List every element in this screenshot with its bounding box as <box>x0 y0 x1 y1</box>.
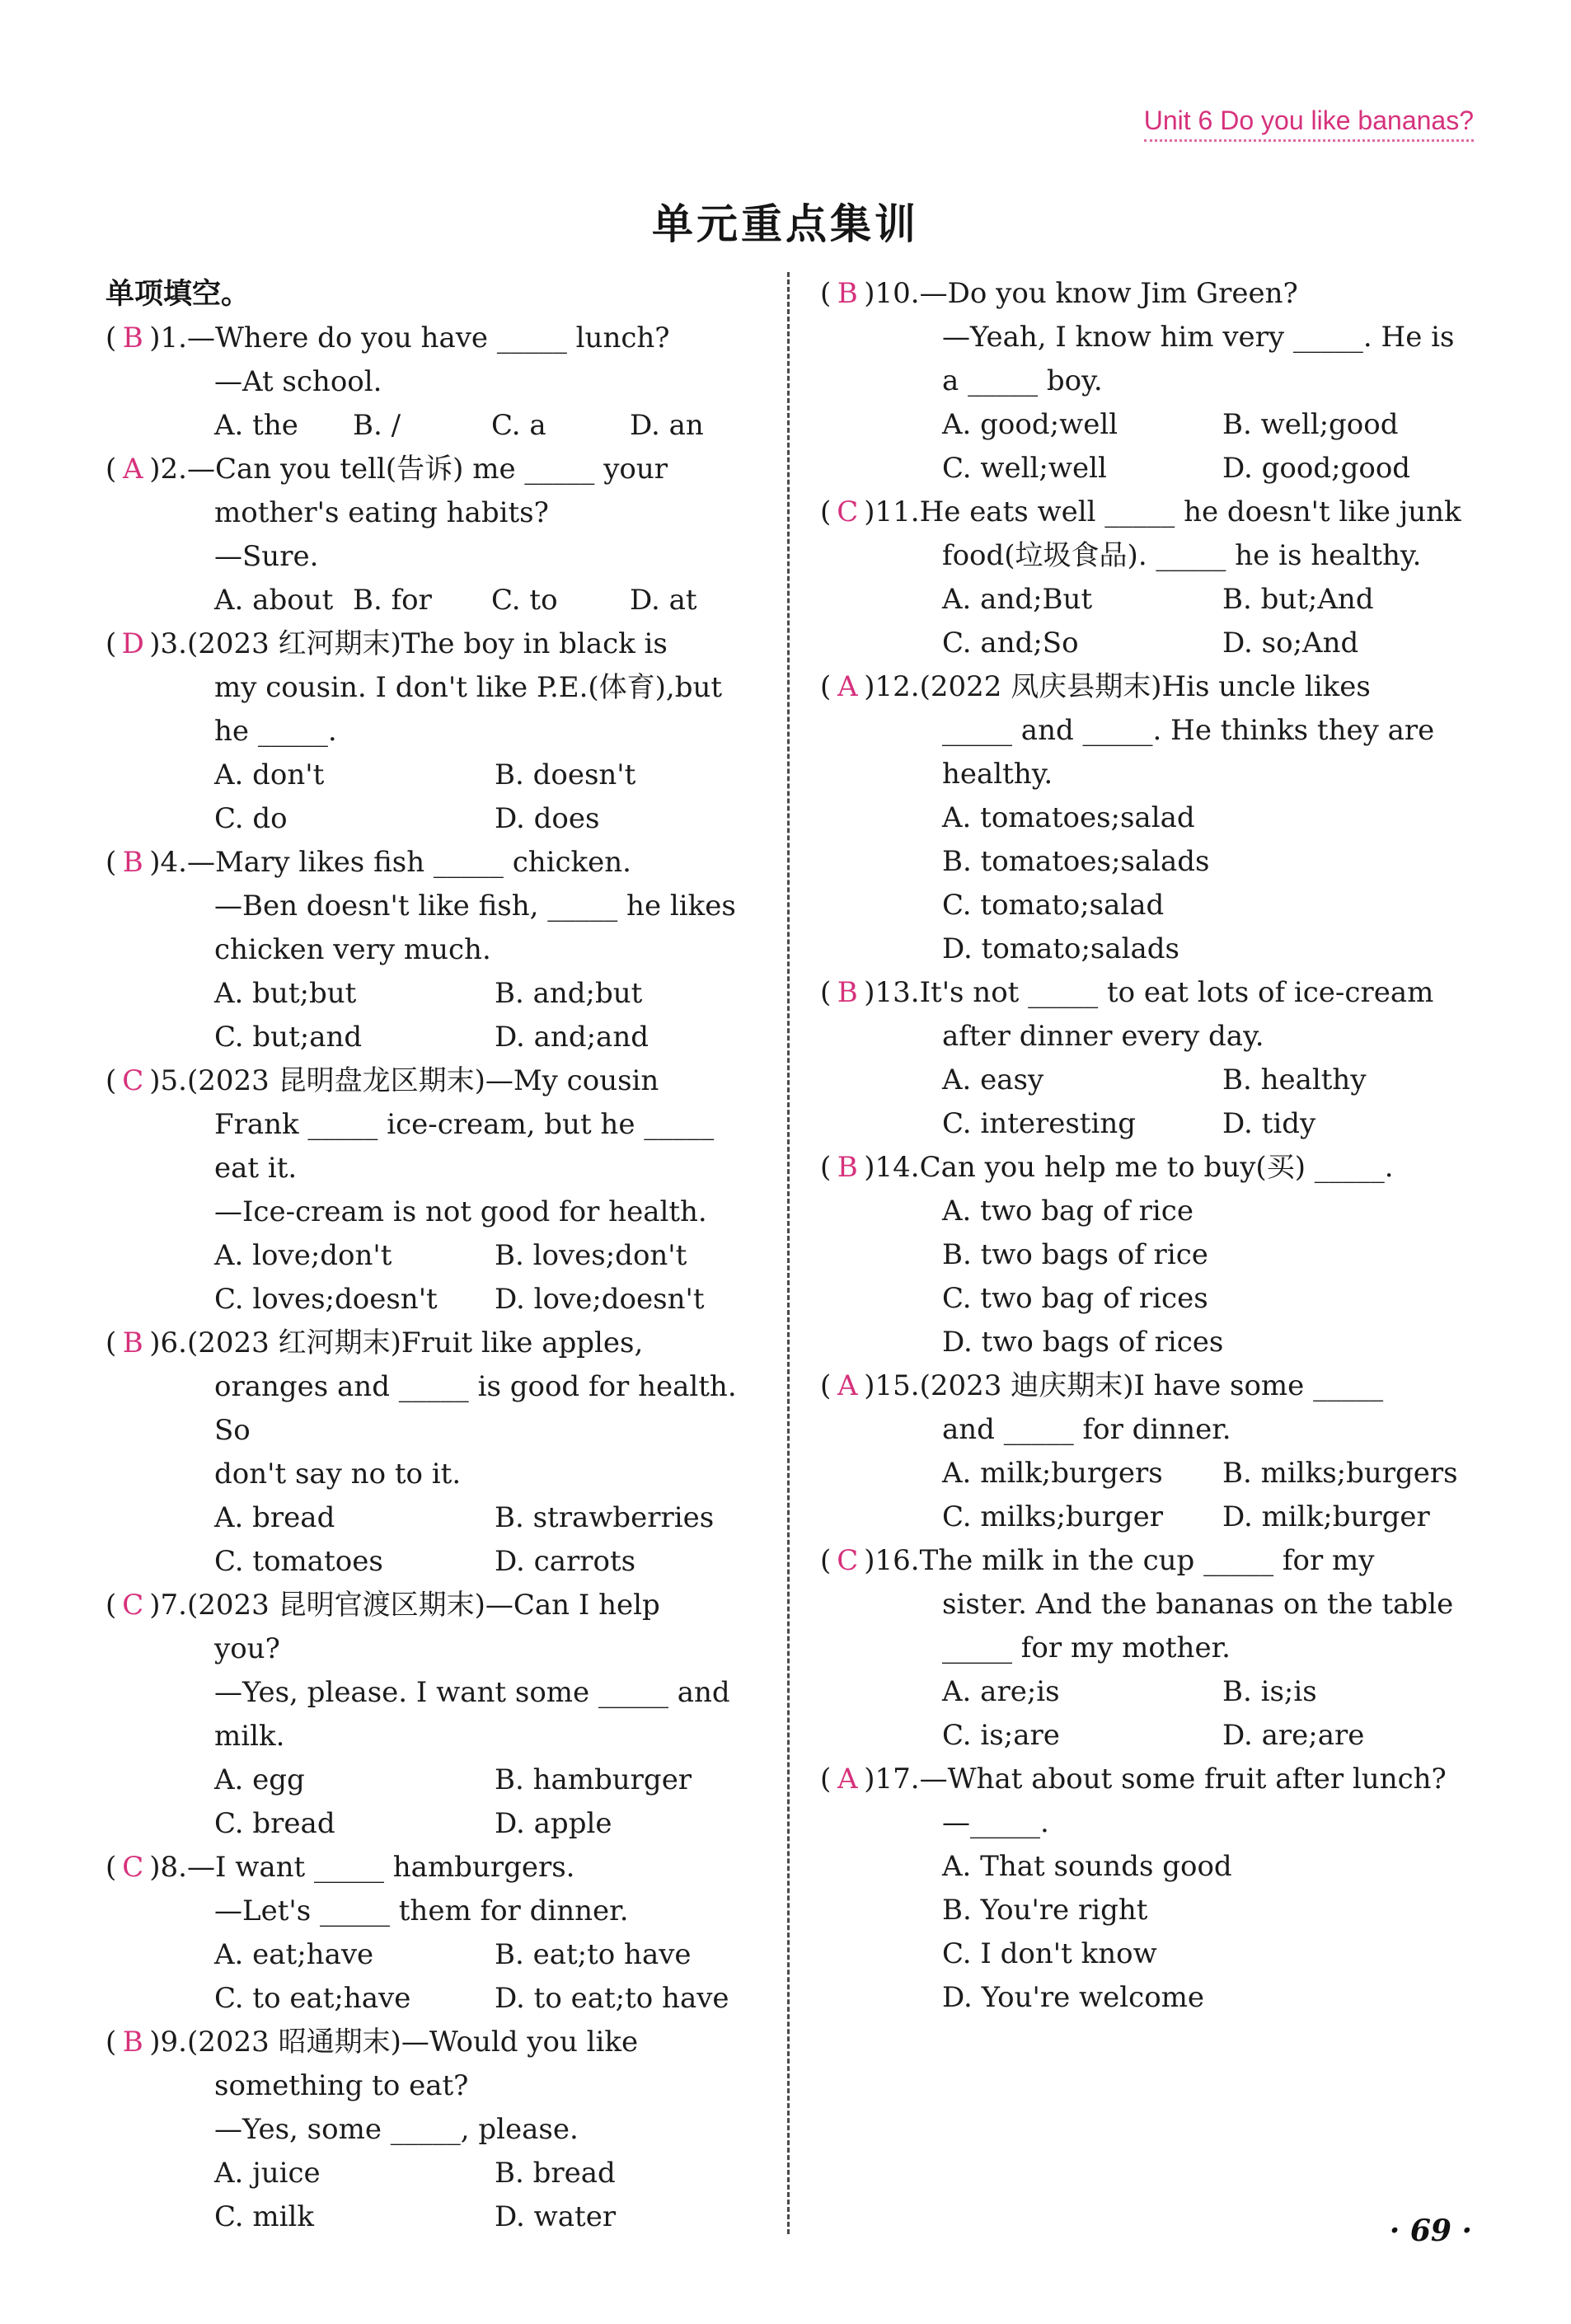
options <box>106 972 757 1059</box>
answer-mark: A <box>837 1763 858 1796</box>
options <box>820 1845 1471 2020</box>
options <box>106 1496 757 1584</box>
page-title: 单元重点集训 <box>652 200 919 248</box>
question-text: The milk in the cup _____ for my <box>919 1544 1375 1577</box>
answer-mark: C <box>837 1544 859 1577</box>
question-prefix: ( B )1. <box>106 317 187 360</box>
option-choice: D. tidy <box>1222 1107 1316 1140</box>
question-number: 16. <box>875 1544 920 1577</box>
question-prefix: ( C )7. <box>106 1584 187 1627</box>
question-number: 5. <box>160 1064 187 1097</box>
question-text-line: Frank _____ ice-cream, but he _____ <box>214 1108 715 1141</box>
option-choice: B. but;And <box>1222 583 1374 616</box>
option-choice: B. / <box>353 409 401 442</box>
answer-mark: C <box>837 495 859 528</box>
option-choice: D. to eat;to have <box>495 1982 729 2015</box>
question-first-line <box>106 1322 757 1365</box>
answer-mark: C <box>122 1064 144 1097</box>
question-number: 11. <box>875 495 920 528</box>
question-item <box>820 665 1471 971</box>
question-item <box>106 1322 757 1584</box>
question-prefix: ( A )12. <box>820 665 920 709</box>
option-choice: C. to eat;have <box>214 1982 411 2015</box>
options <box>106 2152 757 2239</box>
right-column <box>820 272 1471 2020</box>
question-number: 3. <box>160 627 187 660</box>
option-choice: D. tomato;salads <box>942 932 1179 965</box>
question-text-line: he _____. <box>214 715 337 748</box>
question-first-line <box>820 665 1471 709</box>
question-text: (2022 凤庆县期末)His uncle likes <box>919 670 1371 703</box>
question-item <box>820 272 1471 491</box>
answer-mark: B <box>837 277 858 310</box>
option-choice: D. an <box>630 409 704 442</box>
question-prefix: ( B )6. <box>106 1322 187 1365</box>
question-item <box>106 448 757 622</box>
option-choice: B. is;is <box>1222 1675 1317 1708</box>
question-first-line <box>106 2021 757 2064</box>
options <box>820 796 1471 971</box>
question-number: 17. <box>875 1763 920 1796</box>
left-column <box>106 272 757 2239</box>
option-choice: A. easy <box>942 1063 1044 1096</box>
question-item <box>106 1584 757 1846</box>
page-number: · 69 · <box>1389 2214 1472 2248</box>
question-text: (2023 迪庆期末)I have some _____ <box>919 1369 1384 1402</box>
question-text-line: —Sure. <box>214 540 319 573</box>
option-choice: C. and;So <box>942 627 1079 660</box>
question-text: —Can you tell(告诉) me _____ your <box>186 453 668 486</box>
option-choice: A. the <box>214 409 298 442</box>
options <box>106 404 757 448</box>
options <box>106 1758 757 1846</box>
question-prefix: ( B )10. <box>820 272 920 316</box>
question-item <box>820 971 1471 1146</box>
question-first-line <box>820 971 1471 1015</box>
question-item <box>106 1059 757 1322</box>
option-choice: A. milk;burgers <box>942 1457 1163 1490</box>
option-choice: B. doesn't <box>495 758 636 791</box>
question-text-line: after dinner every day. <box>942 1020 1264 1053</box>
options <box>820 1670 1471 1758</box>
question-number: 7. <box>160 1589 187 1622</box>
option-choice: C. tomato;salad <box>942 889 1165 922</box>
option-choice: B. loves;don't <box>495 1239 687 1272</box>
question-text: He eats well _____ he doesn't like junk <box>919 495 1461 528</box>
option-choice: C. a <box>491 409 546 442</box>
option-choice: A. and;But <box>942 583 1093 616</box>
option-choice: A. bread <box>214 1501 335 1534</box>
question-text-line: something to eat? <box>214 2069 469 2102</box>
question-prefix: ( B )4. <box>106 841 187 885</box>
answer-mark: B <box>122 846 143 879</box>
question-prefix: ( A )2. <box>106 448 187 491</box>
question-number: 1. <box>160 322 187 354</box>
question-text-line: _____ for my mother. <box>942 1631 1231 1664</box>
question-number: 13. <box>875 976 920 1009</box>
option-choice: C. well;well <box>942 452 1107 485</box>
option-choice: B. hamburger <box>495 1763 692 1796</box>
option-choice: B. well;good <box>1222 408 1399 441</box>
question-first-line <box>106 448 757 491</box>
question-text-line: —Let's _____ them for dinner. <box>214 1894 629 1927</box>
question-text-line: my cousin. I don't like P.E.(体育),but <box>214 671 723 704</box>
question-text: —Mary likes fish _____ chicken. <box>186 846 631 879</box>
question-item <box>820 491 1471 665</box>
option-choice: A. egg <box>214 1763 305 1796</box>
question-text-line: a _____ boy. <box>942 364 1103 397</box>
options <box>106 1234 757 1322</box>
answer-mark: D <box>121 627 144 660</box>
options <box>820 578 1471 665</box>
question-text-line: —At school. <box>214 365 382 398</box>
question-first-line <box>820 1364 1471 1408</box>
question-text-line: —Yes, please. I want some _____ and <box>214 1676 730 1709</box>
option-choice: C. I don't know <box>942 1937 1157 1970</box>
question-text-line: —Ice-cream is not good for health. <box>214 1195 707 1228</box>
options <box>820 403 1471 491</box>
question-item <box>820 1539 1471 1758</box>
option-choice: B. bread <box>495 2157 616 2190</box>
option-choice: A. don't <box>214 758 325 791</box>
options <box>106 1933 757 2021</box>
option-choice: D. You're welcome <box>942 1981 1205 2014</box>
option-choice: D. good;good <box>1222 452 1411 485</box>
option-choice: B. You're right <box>942 1894 1148 1927</box>
question-first-line <box>106 1584 757 1627</box>
option-choice: C. bread <box>214 1807 335 1840</box>
option-choice: B. strawberries <box>495 1501 715 1534</box>
question-text: (2023 红河期末)Fruit like apples, <box>186 1326 644 1359</box>
question-prefix: ( C )16. <box>820 1539 920 1583</box>
option-choice: C. two bag of rices <box>942 1282 1208 1315</box>
question-text-line: sister. And the bananas on the table <box>942 1588 1454 1621</box>
answer-mark: B <box>122 322 143 354</box>
option-choice: D. so;And <box>1222 627 1359 660</box>
option-choice: B. healthy <box>1222 1063 1367 1096</box>
question-text-line: —Ben doesn't like fish, _____ he likes <box>214 890 736 923</box>
option-choice: B. and;but <box>495 977 643 1010</box>
question-first-line <box>820 1539 1471 1583</box>
question-prefix: ( B )13. <box>820 971 920 1015</box>
question-text: (2023 红河期末)The boy in black is <box>186 627 668 660</box>
question-first-line <box>106 1846 757 1890</box>
option-choice: A. about <box>214 584 334 617</box>
option-choice: D. water <box>495 2200 617 2233</box>
question-item <box>820 1758 1471 2020</box>
question-number: 9. <box>160 2026 187 2059</box>
question-item <box>106 317 757 448</box>
question-number: 6. <box>160 1326 187 1359</box>
question-text-line: eat it. <box>214 1152 298 1185</box>
option-choice: A. eat;have <box>214 1938 374 1971</box>
option-choice: B. tomatoes;salads <box>942 845 1210 878</box>
option-choice: C. to <box>491 584 558 617</box>
section-heading: 单项填空。 <box>106 278 251 311</box>
question-text-line: chicken very much. <box>214 933 491 966</box>
answer-mark: B <box>122 1326 143 1359</box>
options <box>820 1452 1471 1539</box>
option-choice: D. and;and <box>495 1021 649 1054</box>
question-text: (2023 昆明盘龙区期末)—My cousin <box>186 1064 659 1097</box>
question-text-line: —Yes, some _____, please. <box>214 2113 579 2146</box>
options <box>820 1190 1471 1364</box>
option-choice: C. milks;burger <box>942 1500 1163 1533</box>
question-text: (2023 昆明官渡区期末)—Can I help <box>186 1589 660 1622</box>
option-choice: B. eat;to have <box>495 1938 692 1971</box>
question-text-line: you? <box>214 1632 280 1665</box>
question-number: 2. <box>160 453 187 486</box>
question-number: 8. <box>160 1851 187 1884</box>
question-prefix: ( C )11. <box>820 491 920 534</box>
option-choice: A. are;is <box>942 1675 1060 1708</box>
question-text-line: mother's eating habits? <box>214 496 549 529</box>
answer-mark: A <box>837 1369 858 1402</box>
question-number: 15. <box>875 1369 920 1402</box>
question-text-line: and _____ for dinner. <box>942 1413 1231 1446</box>
option-choice: B. two bags of rice <box>942 1238 1208 1271</box>
option-choice: C. do <box>214 802 288 835</box>
option-choice: D. are;are <box>1222 1719 1365 1752</box>
question-text: (2023 昭通期末)—Would you like <box>186 2026 639 2059</box>
question-first-line <box>820 491 1471 534</box>
question-prefix: ( C )5. <box>106 1059 187 1103</box>
option-choice: D. carrots <box>495 1545 636 1578</box>
question-first-line <box>820 272 1471 316</box>
option-choice: C. is;are <box>942 1719 1060 1752</box>
question-number: 10. <box>875 277 920 310</box>
question-item <box>106 2021 757 2239</box>
question-text-line: healthy. <box>942 758 1053 791</box>
question-item <box>820 1146 1471 1364</box>
column-divider <box>787 272 790 2234</box>
question-first-line <box>820 1758 1471 1801</box>
option-choice: C. interesting <box>942 1107 1136 1140</box>
option-choice: D. milk;burger <box>1222 1500 1430 1533</box>
answer-mark: A <box>837 670 858 703</box>
question-text: —I want _____ hamburgers. <box>186 1851 575 1884</box>
unit-header: Unit 6 Do you like bananas? <box>1144 106 1474 142</box>
question-text-line: milk. <box>214 1720 285 1753</box>
question-item <box>820 1364 1471 1539</box>
question-text: —Do you know Jim Green? <box>919 277 1298 310</box>
question-prefix: ( C )8. <box>106 1846 187 1890</box>
right-question-list <box>820 272 1471 2020</box>
option-choice: B. milks;burgers <box>1222 1457 1458 1490</box>
question-text-line: oranges and _____ is good for health. So <box>214 1370 737 1447</box>
option-choice: B. for <box>353 584 432 617</box>
left-question-list <box>106 317 757 2239</box>
question-item <box>106 622 757 841</box>
option-choice: C. milk <box>214 2200 315 2233</box>
question-number: 4. <box>160 846 187 879</box>
option-choice: C. loves;doesn't <box>214 1283 438 1316</box>
answer-mark: B <box>837 1151 858 1184</box>
option-choice: D. apple <box>495 1807 612 1840</box>
option-choice: D. love;doesn't <box>495 1283 705 1316</box>
option-choice: A. juice <box>214 2157 321 2190</box>
question-text-line: don't say no to it. <box>214 1458 462 1491</box>
question-text-line: —Yeah, I know him very _____. He is <box>942 321 1455 354</box>
answer-mark: C <box>122 1851 144 1884</box>
question-text-line: _____ and _____. He thinks they are <box>942 714 1435 747</box>
option-choice: D. two bags of rices <box>942 1326 1224 1359</box>
question-text: Can you help me to buy(买) _____. <box>919 1151 1394 1184</box>
question-prefix: ( B )14. <box>820 1146 920 1190</box>
question-prefix: ( B )9. <box>106 2021 187 2064</box>
question-item <box>106 1846 757 2021</box>
options <box>106 579 757 622</box>
question-first-line <box>106 317 757 360</box>
options <box>106 754 757 841</box>
question-first-line <box>820 1146 1471 1190</box>
options <box>820 1059 1471 1146</box>
option-choice: D. does <box>495 802 600 835</box>
question-text-line: —_____. <box>942 1806 1049 1839</box>
option-choice: C. tomatoes <box>214 1545 383 1578</box>
question-number: 12. <box>875 670 920 703</box>
question-first-line <box>106 1059 757 1103</box>
question-prefix: ( A )15. <box>820 1364 920 1408</box>
question-first-line <box>106 841 757 885</box>
question-text: It's not _____ to eat lots of ice-cream <box>919 976 1434 1009</box>
question-text: —Where do you have _____ lunch? <box>186 322 670 354</box>
question-number: 14. <box>875 1151 920 1184</box>
option-choice: A. love;don't <box>214 1239 392 1272</box>
question-prefix: ( D )3. <box>106 622 187 666</box>
answer-mark: C <box>122 1589 144 1622</box>
question-item <box>106 841 757 1059</box>
option-choice: A. but;but <box>214 977 357 1010</box>
option-choice: C. but;and <box>214 1021 363 1054</box>
question-prefix: ( A )17. <box>820 1758 920 1801</box>
answer-mark: A <box>122 453 143 486</box>
option-choice: D. at <box>630 584 697 617</box>
question-first-line <box>106 622 757 666</box>
option-choice: A. good;well <box>942 408 1118 441</box>
option-choice: A. two bag of rice <box>942 1195 1193 1228</box>
option-choice: A. tomatoes;salad <box>942 801 1195 834</box>
answer-mark: B <box>122 2026 143 2059</box>
answer-mark: B <box>837 976 858 1009</box>
question-text-line: food(垃圾食品). _____ he is healthy. <box>942 539 1422 572</box>
question-text: —What about some fruit after lunch? <box>919 1763 1447 1796</box>
option-choice: A. That sounds good <box>942 1850 1232 1883</box>
